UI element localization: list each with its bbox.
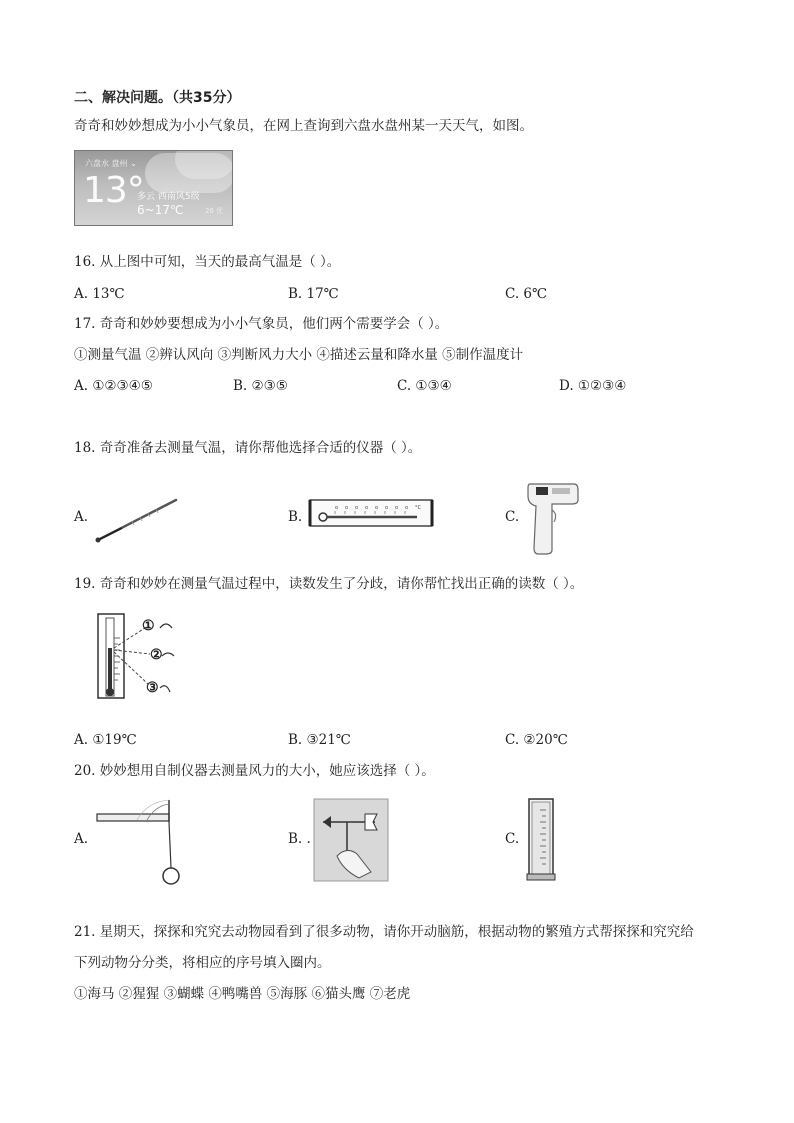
- q17-option-c[interactable]: C. ①③④: [397, 378, 452, 394]
- q21-stem-line1: 21. 星期天，探探和究究去动物园看到了很多动物，请你开动脑筋，根据动物的繁殖方式帮探探和究究给: [74, 924, 694, 940]
- reading-label-2: ②: [150, 647, 163, 663]
- svg-text:o: o: [345, 505, 349, 511]
- wind-force-meter-image: [95, 798, 180, 888]
- svg-text:°C: °C: [415, 505, 421, 511]
- q17-option-b[interactable]: B. ②③⑤: [233, 378, 288, 394]
- q21-stem-line2: 下列动物分分类，将相应的序号填入圈内。: [74, 955, 331, 971]
- q19-option-c[interactable]: C. ②20℃: [505, 732, 568, 748]
- q16-option-a[interactable]: A. 13℃: [74, 286, 125, 302]
- q19-option-a[interactable]: A. ①19℃: [74, 732, 137, 748]
- q19-option-b[interactable]: B. ③21℃: [288, 732, 351, 748]
- section-title: 二、解决问题。（共35分）: [74, 90, 241, 106]
- q16-stem: 16. 从上图中可知，当天的最高气温是（ ）。: [74, 254, 341, 270]
- weather-card-image: [74, 150, 233, 226]
- svg-text:o: o: [405, 505, 409, 511]
- weather-temp: 13°: [83, 170, 144, 211]
- q16-option-c[interactable]: C. 6℃: [505, 286, 548, 302]
- rain-gauge-image: [526, 796, 556, 882]
- weather-aqi: 26 优: [205, 207, 224, 215]
- svg-text:o: o: [355, 505, 359, 511]
- svg-text:o: o: [375, 505, 379, 511]
- weather-range: 6~17℃: [137, 203, 184, 217]
- q21-animal-list: ①海马 ②猩猩 ③蝴蝶 ④鸭嘴兽 ⑤海豚 ⑥猫头鹰 ⑦老虎: [74, 986, 411, 1002]
- svg-text:o: o: [365, 505, 369, 511]
- board-thermometer-image: [307, 497, 435, 529]
- q16-option-b[interactable]: B. 17℃: [288, 286, 339, 302]
- q17-stem: 17. 奇奇和妙妙要想成为小小气象员，他们两个需要学会（ ）。: [74, 316, 449, 332]
- q18-option-a[interactable]: A.: [74, 509, 89, 525]
- q20-option-b[interactable]: B. .: [288, 831, 311, 847]
- infrared-thermometer-image: [522, 478, 580, 558]
- q20-option-a[interactable]: A.: [74, 831, 89, 847]
- svg-text:o: o: [395, 505, 399, 511]
- q17-items: ①测量气温 ②辨认风向 ③判断风力大小 ④描述云量和降水量 ⑤制作温度计: [74, 347, 524, 363]
- reading-label-1: ①: [142, 618, 155, 634]
- q17-option-d[interactable]: D. ①②③④: [559, 378, 627, 394]
- q18-option-c[interactable]: C.: [505, 509, 520, 525]
- q18-option-b[interactable]: B.: [288, 509, 303, 525]
- weather-city: 六盘水 盘州 ⌄: [85, 159, 137, 168]
- q20-option-c[interactable]: C.: [505, 831, 520, 847]
- weather-condition: 多云 西南风5级: [137, 192, 200, 202]
- wind-vane-image: [313, 798, 389, 882]
- svg-text:o: o: [385, 505, 389, 511]
- thin-thermometer-image: [92, 494, 182, 546]
- q17-option-a[interactable]: A. ①②③④⑤: [74, 378, 153, 394]
- q18-stem: 18. 奇奇准备去测量气温，请你帮他选择合适的仪器（ ）。: [74, 440, 422, 456]
- reading-label-3: ③: [146, 680, 159, 696]
- q19-stem: 19. 奇奇和妙妙在测量气温过程中，读数发生了分歧，请你帮忙找出正确的读数（ ）。: [74, 576, 584, 592]
- svg-text:o: o: [335, 505, 339, 511]
- q20-stem: 20. 妙妙想用自制仪器去测量风力的大小，她应该选择（ ）。: [74, 763, 435, 779]
- intro-text: 奇奇和妙妙想成为小小气象员，在网上查询到六盘水盘州某一天天气，如图。: [74, 118, 533, 134]
